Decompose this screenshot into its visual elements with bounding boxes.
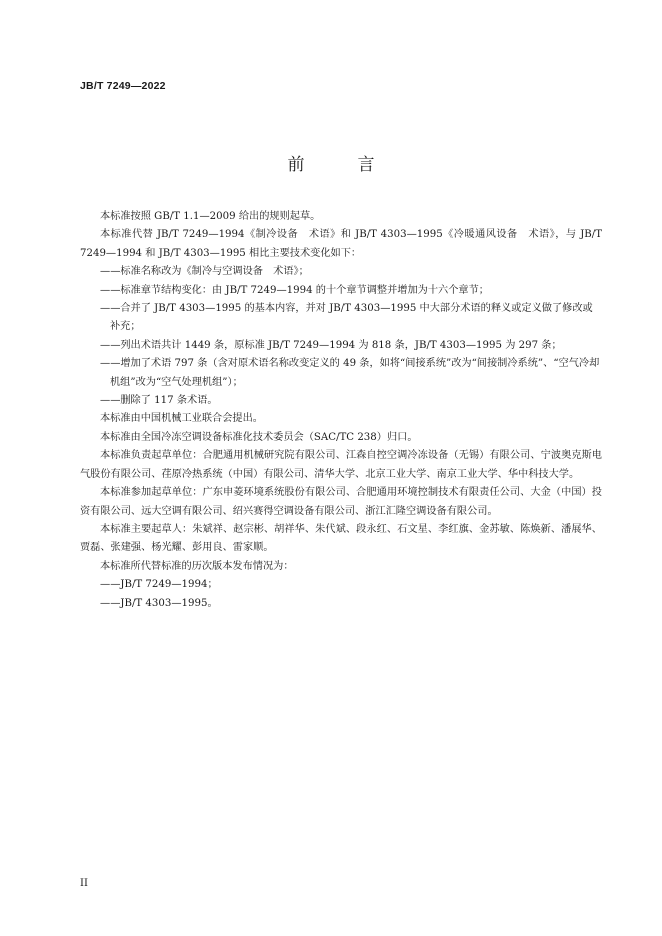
change-item: ——标准章节结构变化：由 JB/T 7249—1994 的十个章节调整并增加为十六个章节； xyxy=(100,284,489,296)
paragraph: 本标准由全国冷冻空调设备标准化技术委员会（SAC/TC 238）归口。 xyxy=(100,431,418,443)
history-item: ——JB/T 7249—1994； xyxy=(100,579,218,591)
paragraph: 本标准按照 GB/T 1.1—2009 给出的规则起草。 xyxy=(100,211,321,222)
history-item: ——JB/T 4303—1995。 xyxy=(100,597,218,609)
page-number: II xyxy=(80,878,88,889)
paragraph: 本标准代替 JB/T 7249—1994《制冷设备 术语》和 JB/T 4303—1995《冷暖通风设备 术语》，与 JB/T 7249—1994 和 JB/T 4303—1995 相比主要技术变化如下： xyxy=(80,229,602,259)
change-item: ——标准名称改为《制冷与空调设备 术语》； xyxy=(100,266,309,278)
change-item: ——增加了术语 797 条（含对原术语名称改变定义的 49 条，如将“间接系统”改为“间接制冷系统”、“空气冷却机组”改为“空气处理机组”）； xyxy=(100,358,600,388)
change-item: ——列出术语共计 1449 条，原标准 JB/T 7249—1994 为 818 条，JB/T 4303—1995 为 297 条； xyxy=(100,339,562,351)
paragraph: 本标准负责起草单位：合肥通用机械研究院有限公司、江森自控空调冷冻设备（无锡）有限公司、宁波奥克斯电气股份有限公司、荏原冷热系统（中国）有限公司、清华大学、北京工业大学、南京工业大学、华中科技大学。 xyxy=(80,450,602,480)
page-title: 前 言 xyxy=(287,155,393,175)
paragraph: 本标准主要起草人：朱斌祥、赵宗彬、胡祥华、朱代斌、段永红、石文星、李红旗、金苏敏、陈焕新、潘展华、贾磊、张建强、杨光耀、彭用良、雷家顺。 xyxy=(80,523,602,554)
paragraph: 本标准由中国机械工业联合会提出。 xyxy=(100,413,263,425)
document-code: JB/T 7249—2022 xyxy=(80,80,166,92)
document-body xyxy=(80,208,602,613)
paragraph: 本标准参加起草单位：广东申菱环境系统股份有限公司、合肥通用环境控制技术有限责任公司、大金（中国）投资有限公司、远大空调有限公司、绍兴赛得空调设备有限公司、浙江汇隆空调设备有限公司。 xyxy=(80,487,602,517)
change-item: ——合并了 JB/T 4303—1995 的基本内容，并对 JB/T 4303—1995 中大部分术语的释义或定义做了修改或补充； xyxy=(100,303,593,333)
change-item: ——删除了 117 条术语。 xyxy=(100,395,218,407)
paragraph: 本标准所代替标准的历次版本发布情况为： xyxy=(100,560,294,572)
